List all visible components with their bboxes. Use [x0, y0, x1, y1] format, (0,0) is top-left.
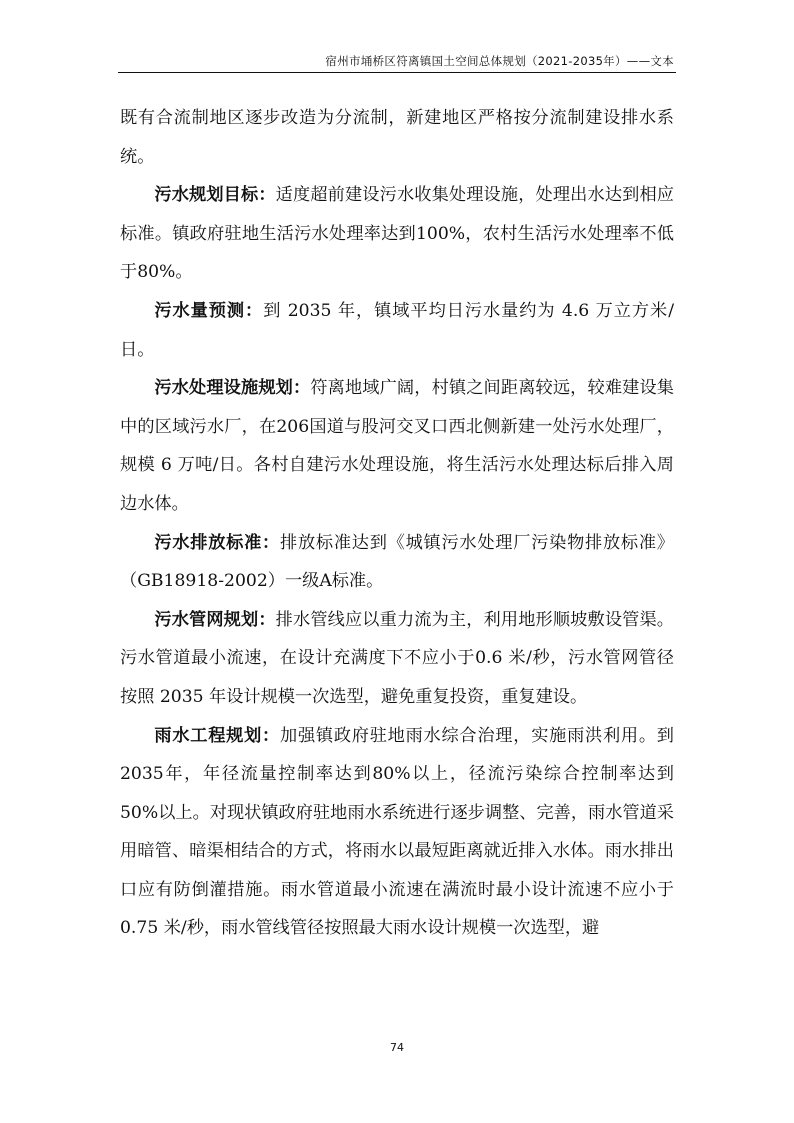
page-number: 74 [390, 1041, 404, 1054]
paragraph-text: 到 2035 年，镇域平均日污水量约为 4.6 万立方米/日。 [120, 300, 674, 360]
paragraph-lead: 污水规划目标： [154, 185, 276, 206]
paragraph-sewage-planning-target [120, 176, 674, 292]
running-header: 宿州市埇桥区符离镇国土空间总体规划（2021-2035年）——文本 [325, 54, 674, 68]
paragraph-sewage-facility-planning [120, 369, 674, 523]
paragraph-lead: 污水量预测： [154, 300, 264, 321]
paragraph-lead: 污水处理设施规划： [154, 378, 311, 399]
paragraph-lead: 雨水工程规划： [154, 725, 280, 746]
paragraph-discharge-standard [120, 524, 674, 601]
paragraph-text: 适度超前建设污水收集处理设施，处理出水达到相应标准。镇政府驻地生活污水处理率达到100%，农村生活污水处理率不低于80%。 [120, 185, 674, 283]
paragraph-lead: 污水管网规划： [154, 609, 276, 630]
paragraph-sewer-network-planning [120, 601, 674, 717]
paragraph-sewer-system-continuation [120, 99, 674, 176]
paragraph-sewage-volume-forecast [120, 292, 674, 369]
header-rule [118, 72, 676, 73]
paragraph-text: 既有合流制地区逐步改造为分流制，新建地区严格按分流制建设排水系统。 [120, 108, 674, 167]
document-body [120, 99, 674, 948]
paragraph-text: 加强镇政府驻地雨水综合治理，实施雨洪利用。到2035年，年径流量控制率达到80%以上，径流污染综合控制率达到 50%以上。对现状镇政府驻地雨水系统进行逐步调整、完善，雨水管道采用暗管、暗渠相结合的方式，将雨水以最短距离就近排入水体。雨水排出口应有防倒灌措施。雨水管道最小流速在满流时最小设计流速不应小于 0.75 米/秒，雨水管线管径按照最大雨水设计规模一次选型，避 [120, 725, 674, 939]
paragraph-stormwater-planning [120, 717, 674, 949]
paragraph-text: 排放标准达到《城镇污水处理厂污染物排放标准》（GB18918-2002）一级A标准。 [120, 532, 674, 592]
paragraph-text: 排水管线应以重力流为主，利用地形顺坡敷设管渠。污水管道最小流速，在设计充满度下不应小于0.6 米/秒，污水管网管径按照 2035 年设计规模一次选型，避免重复投资，重复建设。 [120, 609, 674, 707]
paragraph-lead: 污水排放标准： [154, 532, 280, 553]
paragraph-text: 符离地域广阔，村镇之间距离较远，较难建设集中的区域污水厂，在206国道与股河交叉口西北侧新建一处污水处理厂，规模 6 万吨/日。各村自建污水处理设施，将生活污水处理达标后排入周边水体。 [120, 378, 674, 514]
